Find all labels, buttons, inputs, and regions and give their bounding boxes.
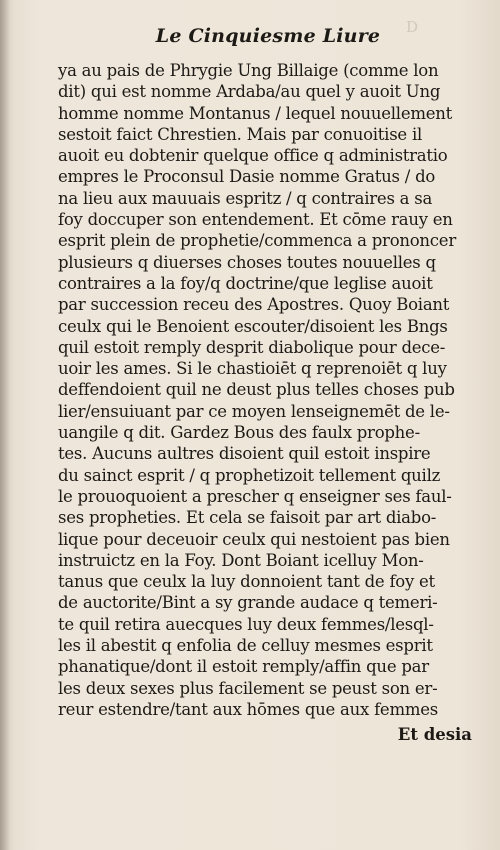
text-line: lique pour deceuoir ceulx qui nestoient pas bien [58, 529, 450, 549]
text-line: reur estendre/tant aux hōmes que aux femmes [58, 699, 438, 719]
gutter-shadow [0, 0, 10, 850]
text-line: te quil retira auecques luy deux femmes/lesql- [58, 614, 434, 634]
text-line: ceulx qui le Benoient escouter/disoient les Bngs [58, 316, 448, 336]
text-line: na lieu aux mauuais espritz / q contraires a sa [58, 188, 433, 208]
text-line: du sainct esprit / q prophetizoit tellement quilz [58, 465, 441, 485]
text-line: les deux sexes plus facilement se peust son er- [58, 678, 438, 698]
text-line: empres le Proconsul Dasie nomme Gratus / do [58, 167, 436, 187]
text-line: ya au pais de Phrygie Ung Billaige (comme lon [58, 61, 439, 80]
text-line: tanus que ceulx la luy donnoient tant de foy et [58, 572, 435, 592]
text-line: de auctorite/Bint a sy grande audace q temeri- [58, 593, 438, 613]
text-line: instruictz en la Foy. Dont Boiant icelluy Mon- [58, 550, 424, 570]
text-line: dit) qui est nomme Ardaba/au quel y auoit Ung [58, 82, 441, 102]
running-head: Le Cinquiesme Liure [155, 25, 381, 47]
text-line: les il abestit q enfolia de celluy mesmes esprit [58, 636, 433, 656]
text-line: foy doccuper son entendement. Et cōme rauy en [58, 210, 453, 230]
text-line: par succession receu des Apostres. Quoy Boiant [58, 295, 450, 315]
text-line: le prouoquoient a prescher q enseigner ses faul- [58, 486, 452, 506]
text-line: homme nomme Montanus / lequel nouuellement [58, 103, 452, 123]
text-line: lier/ensuiuant par ce moyen lenseignemēt de le- [58, 401, 450, 421]
text-line: auoit eu dobtenir quelque office q administratio [58, 146, 448, 166]
text-line: deffendoient quil ne deust plus telles choses pub [58, 380, 455, 400]
text-line: tes. Aucuns aultres disoient quil estoit inspire [58, 444, 431, 464]
text-line: sestoit faict Chrestien. Mais par conuoitise il [58, 124, 422, 144]
catchword: Et desia [397, 725, 472, 745]
body-text [58, 60, 478, 720]
printed-page [58, 24, 478, 746]
show-through-text: D [406, 18, 420, 36]
text-line: ses propheties. Et cela se faisoit par art diabo- [58, 508, 437, 528]
text-line: plusieurs q diuerses choses toutes nouuelles q [58, 252, 436, 272]
text-line: uoir les ames. Si le chastioiēt q reprenoiēt q luy [58, 359, 447, 379]
text-line: uangile q dit. Gardez Bous des faulx prophe- [58, 423, 420, 443]
text-line: quil estoit remply desprit diabolique pour dece- [58, 337, 446, 357]
text-line: phanatique/dont il estoit remply/affin que par [58, 657, 429, 677]
text-line: contraires a la foy/q doctrine/que leglise auoit [58, 273, 433, 293]
text-line: esprit plein de prophetie/commenca a prononcer [58, 231, 456, 251]
